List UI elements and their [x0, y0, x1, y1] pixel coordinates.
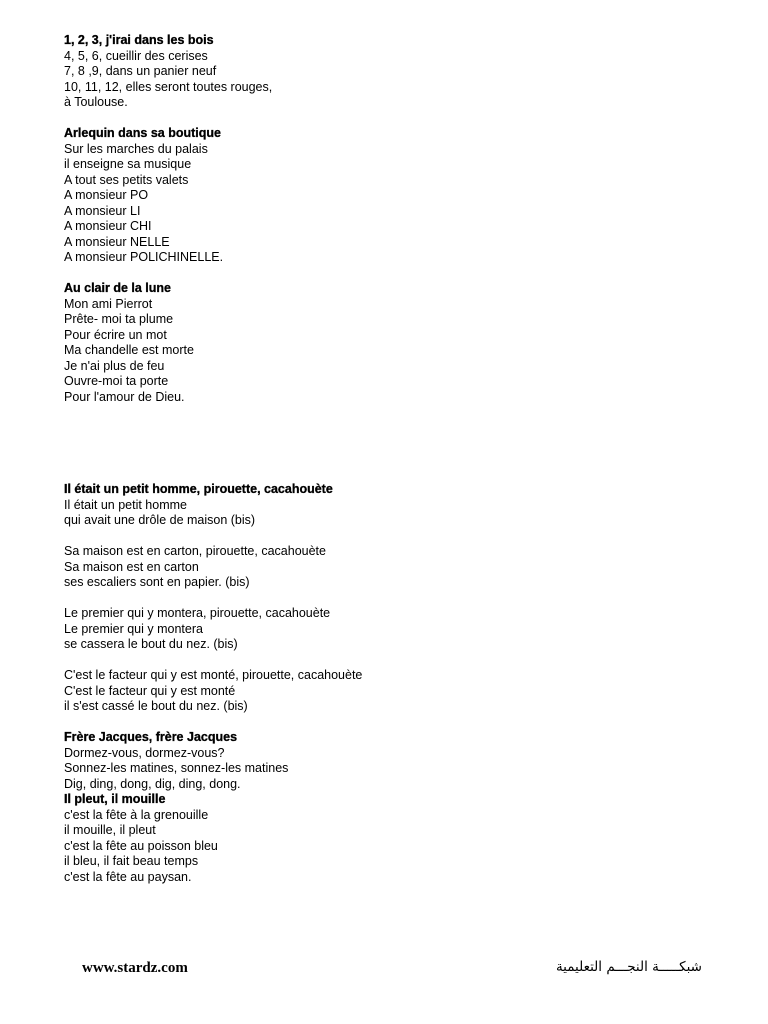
- song-line: Dormez-vous, dormez-vous?: [64, 745, 225, 760]
- song-line: Pour écrire un mot: [64, 327, 167, 342]
- song-title: Frère Jacques, frère Jacques: [64, 730, 238, 744]
- song-line: se cassera le bout du nez. (bis): [64, 637, 238, 651]
- song-line: Sa maison est en carton: [64, 559, 199, 574]
- footer-website: www.stardz.com: [82, 960, 188, 976]
- song-line: A monsieur NELLE: [64, 234, 170, 249]
- song-line: c'est la fête au paysan.: [64, 869, 192, 884]
- song-verse: [64, 606, 704, 653]
- song-line: 7, 8 ,9, dans un panier neuf: [64, 64, 217, 78]
- song-line: il bleu, il fait beau temps: [64, 854, 199, 868]
- song-line: 10, 11, 12, elles seront toutes rouges,: [64, 79, 273, 94]
- song-line: Je n'ai plus de feu: [64, 358, 165, 373]
- song-verse: [64, 668, 704, 715]
- song-line: à Toulouse.: [64, 95, 128, 109]
- song-line: ses escaliers sont en papier. (bis): [64, 575, 250, 589]
- song-line: c'est la fête au poisson bleu: [64, 838, 218, 853]
- song-line: Le premier qui y montera, pirouette, cacahouète: [64, 606, 331, 620]
- song-line: Pour l'amour de Dieu.: [64, 389, 185, 404]
- song-line: A tout ses petits valets: [64, 172, 189, 187]
- song-line: Dig, ding, dong, dig, ding, dong.: [64, 776, 241, 791]
- song-line: 4, 5, 6, cueillir des cerises: [64, 48, 208, 63]
- song-block: [64, 792, 704, 885]
- song-line: qui avait une drôle de maison (bis): [64, 513, 256, 527]
- song-block: [64, 281, 704, 405]
- footer-network-name: شبكـــــة النجـــم التعليمية: [555, 959, 702, 975]
- song-block: [64, 126, 704, 266]
- song-line: A monsieur LI: [64, 203, 141, 218]
- song-line: Sonnez-les matines, sonnez-les matines: [64, 761, 289, 775]
- song-line: Sa maison est en carton, pirouette, cacahouète: [64, 544, 326, 558]
- song-line: Ma chandelle est morte: [64, 343, 194, 357]
- song-title: 1, 2, 3, j'irai dans les bois: [64, 33, 214, 47]
- song-line: A monsieur CHI: [64, 219, 152, 233]
- document-page: [64, 33, 704, 885]
- song-line: Ouvre-moi ta porte: [64, 374, 169, 388]
- song-line: Mon ami Pierrot: [64, 296, 153, 311]
- song-line: A monsieur PO: [64, 188, 149, 202]
- song-line: Le premier qui y montera: [64, 621, 203, 636]
- song-line: c'est la fête à la grenouille: [64, 807, 209, 822]
- song-line: il enseigne sa musique: [64, 157, 192, 171]
- song-line: C'est le facteur qui y est monté, pirouette, cacahouète: [64, 668, 363, 682]
- song-title: Il pleut, il mouille: [64, 792, 166, 806]
- song-title: Il était un petit homme, pirouette, cacahouète: [64, 482, 333, 496]
- song-line: A monsieur POLICHINELLE.: [64, 250, 224, 264]
- song-title: Arlequin dans sa boutique: [64, 126, 221, 140]
- song-verse: [64, 544, 704, 591]
- song-line: il mouille, il pleut: [64, 823, 156, 837]
- song-line: Sur les marches du palais: [64, 141, 208, 156]
- song-line: Il était un petit homme: [64, 497, 187, 512]
- song-line: Prête- moi ta plume: [64, 312, 174, 326]
- song-title: Au clair de la lune: [64, 281, 171, 295]
- song-block: [64, 482, 704, 529]
- song-block: [64, 730, 704, 792]
- song-line: il s'est cassé le bout du nez. (bis): [64, 699, 248, 713]
- song-line: C'est le facteur qui y est monté: [64, 683, 236, 698]
- song-block: [64, 33, 704, 111]
